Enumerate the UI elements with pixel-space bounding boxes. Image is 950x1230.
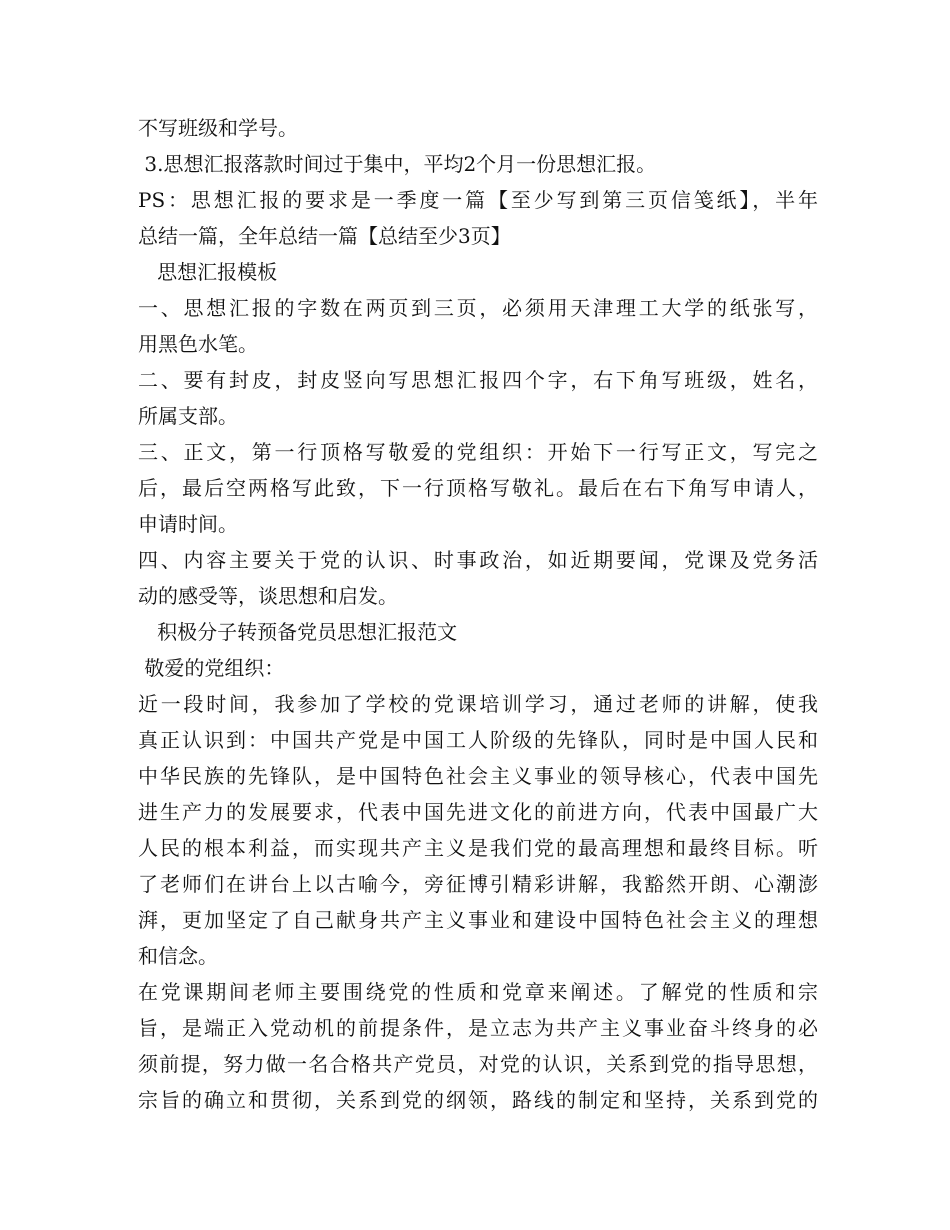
- text-line: 一、思想汇报的字数在两页到三页，必须用天津理工大学的纸张写，: [138, 296, 818, 320]
- text-line: 湃，更加坚定了自己献身共产主义事业和建设中国特色社会主义的理想: [138, 908, 818, 932]
- text-line: 和信念。: [138, 944, 218, 968]
- text-line: 了老师们在讲台上以古喻今，旁征博引精彩讲解，我豁然开朗、心潮澎: [138, 872, 818, 896]
- text-line: 在党课期间老师主要围绕党的性质和党章来阐述。了解党的性质和宗: [138, 980, 818, 1004]
- text-line: 宗旨的确立和贯彻，关系到党的纲领，路线的制定和坚持，关系到党的: [138, 1088, 818, 1112]
- text-line: 后，最后空两格写此致，下一行顶格写敬礼。最后在右下角写申请人，: [138, 476, 818, 500]
- text-line: 须前提，努力做一名合格共产党员，对党的认识，关系到党的指导思想，: [138, 1052, 818, 1076]
- text-line: 动的感受等，谈思想和启发。: [138, 584, 398, 608]
- section-heading: 积极分子转预备党员思想汇报范文: [138, 620, 458, 644]
- section-heading: 思想汇报模板: [138, 260, 278, 284]
- text-line: 二、要有封皮，封皮竖向写思想汇报四个字，右下角写班级，姓名，: [138, 368, 818, 392]
- text-line: 人民的根本利益，而实现共产主义是我们党的最高理想和最终目标。听: [138, 836, 818, 860]
- text-line: 中华民族的先锋队，是中国特色社会主义事业的领导核心，代表中国先: [138, 764, 818, 788]
- text-line: PS：思想汇报的要求是一季度一篇【至少写到第三页信笺纸】，半年: [138, 188, 818, 212]
- text-line: 申请时间。: [138, 512, 238, 536]
- text-line: 不写班级和学号。: [138, 116, 298, 140]
- document-body: [138, 110, 818, 1118]
- text-line: 用黑色水笔。: [138, 332, 258, 356]
- text-line: 真正认识到：中国共产党是中国工人阶级的先锋队，同时是中国人民和: [138, 728, 818, 752]
- text-line: 所属支部。: [138, 404, 238, 428]
- text-line: 四、内容主要关于党的认识、时事政治，如近期要闻，党课及党务活: [138, 548, 818, 572]
- text-line: 进生产力的发展要求，代表中国先进文化的前进方向，代表中国最广大: [138, 800, 818, 824]
- text-line: 三、正文，第一行顶格写敬爱的党组织：开始下一行写正文，写完之: [138, 440, 818, 464]
- text-line: 近一段时间，我参加了学校的党课培训学习，通过老师的讲解，使我: [138, 692, 818, 716]
- text-line: 3.思想汇报落款时间过于集中，平均2个月一份思想汇报。: [138, 152, 657, 176]
- text-line: 旨，是端正入党动机的前提条件，是立志为共产主义事业奋斗终身的必: [138, 1016, 818, 1040]
- salutation: 敬爱的党组织：: [138, 656, 285, 680]
- text-line: 总结一篇，全年总结一篇【总结至少3页】: [138, 224, 511, 248]
